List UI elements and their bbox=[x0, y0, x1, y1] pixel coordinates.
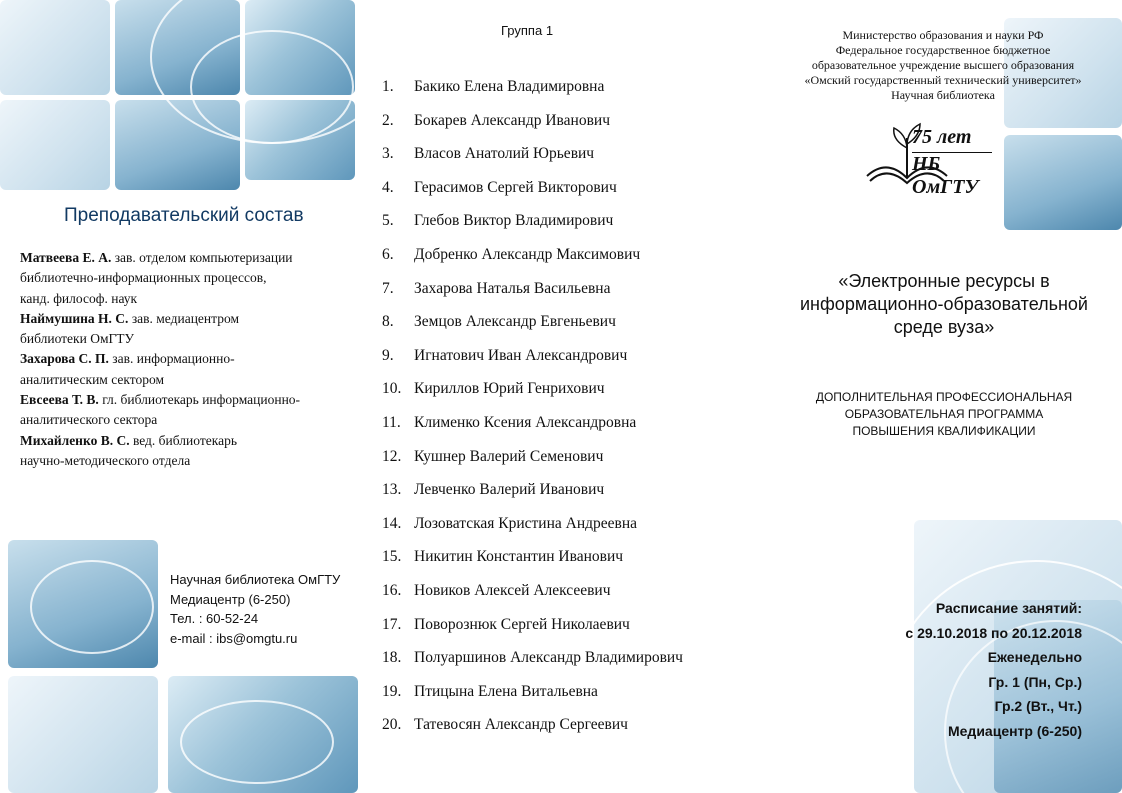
student-name: Игнатович Иван Александрович bbox=[414, 346, 628, 364]
student-name: Татевосян Александр Сергеевич bbox=[414, 716, 628, 734]
staff-position: вед. библиотекарь bbox=[129, 432, 237, 448]
staff-entry bbox=[20, 309, 365, 350]
ministry-line: Научная библиотека bbox=[891, 88, 995, 102]
student-name: Глебов Виктор Владимирович bbox=[414, 212, 614, 230]
student-name: Птицына Елена Витальевна bbox=[414, 682, 598, 700]
contact-room: Медиацентр (6-250) bbox=[170, 591, 291, 607]
list-item: 4. Герасимов Сергей Викторович bbox=[382, 176, 683, 210]
contact-phone: Тел. : 60-52-24 bbox=[170, 611, 259, 626]
student-name: Герасимов Сергей Викторович bbox=[414, 178, 617, 196]
program-line: ДОПОЛНИТЕЛЬНАЯ ПРОФЕССИОНАЛЬНАЯ bbox=[815, 390, 1073, 404]
ministry-line: Министерство образования и науки РФ bbox=[842, 28, 1044, 42]
list-item: 13. Левченко Валерий Иванович bbox=[382, 478, 683, 512]
staff-heading: Преподавательский состав bbox=[64, 205, 304, 226]
staff-position: зав. отделом компьютеризации bbox=[111, 250, 293, 265]
list-item: 8. Земцов Александр Евгеньевич bbox=[382, 310, 683, 344]
student-name: Левченко Валерий Иванович bbox=[414, 481, 605, 499]
list-item: 15. Никитин Константин Иванович bbox=[382, 545, 683, 579]
student-name: Земцов Александр Евгеньевич bbox=[414, 313, 616, 331]
staff-name: Евсеева Т. В. bbox=[20, 392, 99, 408]
staff-entry bbox=[20, 390, 365, 431]
schedule-line: Еженедельно bbox=[987, 649, 1082, 665]
staff-position: гл. библиотекарь информационно- bbox=[98, 392, 301, 408]
course-title-line: «Электронные ресурсы в bbox=[838, 271, 1050, 291]
student-name: Никитин Константин Иванович bbox=[414, 548, 624, 566]
student-name: Лозоватская Кристина Андреевна bbox=[414, 514, 638, 532]
staff-name: Наймушина Н. С. bbox=[20, 310, 129, 326]
staff-entry bbox=[20, 349, 365, 390]
staff-position: научно-методического отдела bbox=[20, 452, 191, 468]
contact-block bbox=[170, 570, 340, 648]
schedule-line: Гр.2 (Вт., Чт.) bbox=[994, 698, 1082, 714]
staff-position: зав. медиацентром bbox=[128, 310, 239, 326]
right-panel bbox=[764, 0, 1122, 793]
student-name: Полуаршинов Александр Владимирович bbox=[414, 649, 683, 667]
staff-entry bbox=[20, 431, 365, 472]
list-item: 20. Татевосян Александр Сергеевич bbox=[382, 713, 683, 747]
list-item: 3. Власов Анатолий Юрьевич bbox=[382, 142, 683, 176]
list-item: 6. Добренко Александр Максимович bbox=[382, 243, 683, 277]
ministry-line: образовательное учреждение высшего образования bbox=[811, 58, 1075, 72]
contact-email: e-mail : ibs@omgtu.ru bbox=[170, 630, 298, 646]
student-name: Захарова Наталья Васильевна bbox=[414, 279, 611, 297]
program-line: ПОВЫШЕНИЯ КВАЛИФИКАЦИИ bbox=[852, 424, 1036, 438]
staff-name: Матвеева Е. А. bbox=[20, 250, 112, 265]
student-name: Новиков Алексей Алексеевич bbox=[414, 581, 611, 599]
ministry-header bbox=[764, 28, 1122, 103]
ministry-line: «Омский государственный технический университет» bbox=[804, 73, 1082, 87]
student-name: Кушнер Валерий Семенович bbox=[414, 447, 604, 465]
list-item: 14. Лозоватская Кристина Андреевна bbox=[382, 512, 683, 546]
student-name: Кириллов Юрий Генрихович bbox=[414, 380, 605, 398]
schedule-line: Медиацентр (6-250) bbox=[947, 722, 1082, 739]
schedule-line: Расписание занятий: bbox=[935, 600, 1082, 616]
student-name: Добренко Александр Максимович bbox=[414, 245, 641, 263]
anniversary-logo bbox=[862, 118, 992, 198]
list-item: 7. Захарова Наталья Васильевна bbox=[382, 277, 683, 311]
list-item: 9. Игнатович Иван Александрович bbox=[382, 344, 683, 378]
list-item: 16. Новиков Алексей Алексеевич bbox=[382, 579, 683, 613]
schedule-line: Гр. 1 (Пн, Ср.) bbox=[988, 673, 1082, 690]
course-title bbox=[774, 270, 1114, 339]
student-name: Поворознюк Сергей Николаевич bbox=[414, 615, 630, 633]
staff-degree: канд. философ. наук bbox=[20, 290, 138, 306]
course-title-line: среде вуза» bbox=[893, 317, 995, 337]
student-name: Клименко Ксения Александровна bbox=[414, 413, 637, 431]
staff-name: Захарова С. П. bbox=[20, 351, 109, 367]
schedule-line: с 29.10.2018 по 20.12.2018 bbox=[905, 624, 1082, 641]
staff-position: зав. информационно- bbox=[108, 351, 235, 367]
schedule-block bbox=[905, 596, 1082, 743]
staff-position: библиотеки ОмГТУ bbox=[20, 331, 135, 347]
student-name: Бокарев Александр Иванович bbox=[414, 111, 610, 129]
ministry-line: Федеральное государственное бюджетное bbox=[835, 43, 1051, 57]
list-item: 1. Бакико Елена Владимировна bbox=[382, 75, 683, 109]
student-list bbox=[382, 75, 683, 747]
student-name: Власов Анатолий Юрьевич bbox=[414, 145, 595, 163]
list-item: 17. Поворознюк Сергей Николаевич bbox=[382, 613, 683, 647]
logo-line-2: НБ ОмГТУ bbox=[912, 152, 992, 199]
group-title: Группа 1 bbox=[501, 23, 554, 38]
list-item: 5. Глебов Виктор Владимирович bbox=[382, 209, 683, 243]
staff-list bbox=[20, 248, 365, 471]
staff-position: аналитического сектора bbox=[20, 412, 158, 428]
list-item: 18. Полуаршинов Александр Владимирович bbox=[382, 646, 683, 680]
contact-org: Научная библиотека ОмГТУ bbox=[170, 572, 341, 587]
list-item: 11. Клименко Ксения Александровна bbox=[382, 411, 683, 445]
program-description bbox=[774, 389, 1114, 440]
list-item: 2. Бокарев Александр Иванович bbox=[382, 109, 683, 143]
staff-entry bbox=[20, 248, 365, 309]
list-item: 19. Птицына Елена Витальевна bbox=[382, 680, 683, 714]
program-line: ОБРАЗОВАТЕЛЬНАЯ ПРОГРАММА bbox=[844, 407, 1044, 421]
staff-position: аналитическим сектором bbox=[20, 371, 165, 387]
middle-panel bbox=[372, 0, 764, 793]
course-title-line: информационно-образовательной bbox=[800, 294, 1088, 314]
staff-name: Михайленко В. С. bbox=[20, 432, 130, 448]
list-item: 12. Кушнер Валерий Семенович bbox=[382, 445, 683, 479]
list-item: 10. Кириллов Юрий Генрихович bbox=[382, 377, 683, 411]
staff-position: библиотечно-информационных процессов, bbox=[20, 270, 267, 286]
student-name: Бакико Елена Владимировна bbox=[414, 78, 605, 95]
left-panel bbox=[0, 0, 372, 793]
logo-line-1: 75 лет bbox=[912, 126, 972, 148]
